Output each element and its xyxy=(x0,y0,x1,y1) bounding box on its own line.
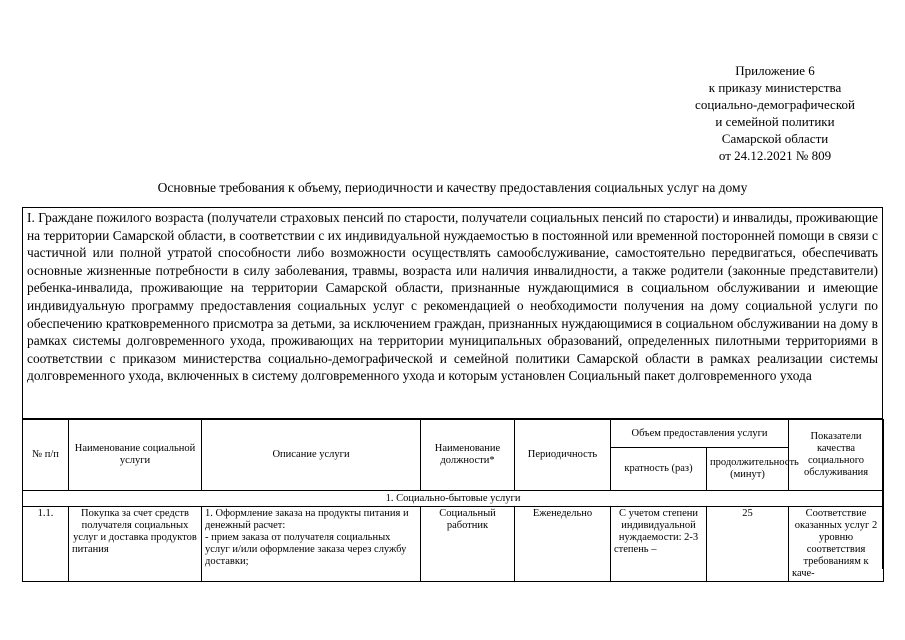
requirements-table-frame xyxy=(22,207,883,579)
appendix-block xyxy=(660,62,890,164)
section-heading: 1. Социально-бытовые услуги xyxy=(23,491,884,507)
header-num: № п/п xyxy=(23,420,69,491)
header-position: Наименование должности* xyxy=(421,420,515,491)
row-quality: Соответствие оказанных услуг 2 уровню соответствия требованиям к каче- xyxy=(789,507,884,582)
header-volume: Объем предоставления услуги xyxy=(611,420,789,448)
row-description-substep: - прием заказа от получателя социальных услуг и/или оформление заказа через службу доставки; xyxy=(205,532,407,567)
appendix-line: Приложение 6 xyxy=(735,63,815,78)
document-title: Основные требования к объему, периодичности и качеству предоставления социальных услуг на дому xyxy=(157,180,748,195)
appendix-line: социально-демографической xyxy=(695,97,855,112)
requirements-table xyxy=(22,419,884,582)
appendix-line: и семейной политики xyxy=(715,114,835,129)
row-description xyxy=(202,507,421,582)
header-multiplicity: кратность (раз) xyxy=(611,448,707,491)
row-service-name: Покупка за счет средств получателя социальных услуг и доставка продуктов питания xyxy=(69,507,202,582)
row-position: Социальный работник xyxy=(421,507,515,582)
header-periodicity: Периодичность xyxy=(515,420,611,491)
header-description: Описание услуги xyxy=(202,420,421,491)
row-description-step: 1. Оформление заказа на продукты питания и денежный расчет: xyxy=(205,508,409,531)
header-duration: продолжительность (минут) xyxy=(707,448,789,491)
row-periodicity: Еженедельно xyxy=(515,507,611,582)
row-duration: 25 xyxy=(707,507,789,582)
row-num: 1.1. xyxy=(23,507,69,582)
header-service-name: Наименование социальной услуги xyxy=(69,420,202,491)
appendix-line: к приказу министерства xyxy=(708,80,842,95)
header-quality: Показатели качества социального обслуживания xyxy=(789,420,884,491)
appendix-line: от 24.12.2021 № 809 xyxy=(718,148,832,163)
row-multiplicity: С учетом степени индивидуальной нуждаемости: 2-3 степень – xyxy=(611,507,707,582)
category-intro-paragraph: I. Граждане пожилого возраста (получатели страховых пенсий по старости, получатели социальных пенсий по старости) и инвалиды, проживающие на территории Самарской области, в соответствии с их индивидуальной нуждаемостью в постоянной или временной посторонней помощи в связи с частичной или полной утратой способности либо возможности осуществлять самообслуживание, самостоятельно передвигаться, обеспечивать основные жизненные потребности в силу заболевания, травмы, возраста или наличия инвалидности, а также родители (законные представители) ребенка-инвалида, проживающие на территории Самарской области, признанные нуждающимися в социальном обслуживании и имеющие индивидуальную программу предоставления социальных услуг с рекомендацией о необходимости получения на дому социальной услуги по обеспечению кратковременного присмотра за детьми, за исключением граждан, признанных нуждающимися в социальном обслуживании на дому в рамках системы долговременного ухода, проживающих на территории муниципальных образований, определенных пилотными территориями в соответствии с приказом министерства социально-демографической и семейной политики Самарской области в рамках реализации системы долговременного ухода, включенных в систему долговременного ухода и которым установлен Социальный пакет долговременного ухода xyxy=(23,208,882,419)
appendix-line: Самарской области xyxy=(721,131,829,146)
